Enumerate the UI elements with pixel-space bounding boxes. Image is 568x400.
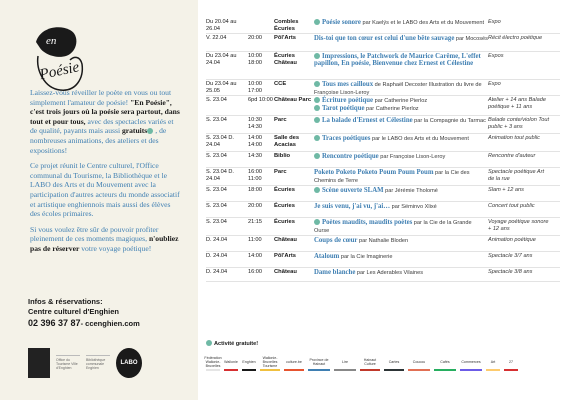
schedule-row bbox=[206, 152, 560, 168]
event-time: 10:30 14:30 bbox=[248, 117, 262, 130]
cultural-center-logo-icon bbox=[28, 348, 50, 378]
event-title: Poètes maudits, maudits poètes bbox=[322, 219, 413, 226]
event-title-cell bbox=[314, 134, 488, 143]
event-title-cell bbox=[314, 152, 488, 161]
schedule-row bbox=[206, 52, 560, 80]
event-title: Dame blanche bbox=[314, 269, 356, 276]
event-type: Expo bbox=[488, 19, 501, 25]
event-time: 16:00 11:00 bbox=[248, 169, 262, 182]
event-date: S. 23.04 bbox=[206, 117, 227, 123]
event-type: Rencontre d'auteur bbox=[488, 153, 536, 159]
event-time: 21:15 bbox=[248, 219, 262, 225]
event-time bbox=[248, 18, 274, 19]
event-place: Biblio bbox=[274, 153, 291, 159]
event-title: Écriture poétique bbox=[322, 97, 374, 104]
free-dot-icon bbox=[314, 105, 320, 111]
partner-logo: Fédération Wallonie-Bruxelles bbox=[206, 355, 220, 371]
tourism-logo: Office du Tourisme Ville d'Enghien bbox=[56, 355, 80, 378]
free-dot-icon bbox=[206, 340, 212, 346]
partner-logo: Coucou bbox=[408, 355, 430, 371]
event-date: Du 23.04 au 24.04 bbox=[206, 53, 237, 66]
info-block bbox=[28, 297, 188, 328]
event-title-cell bbox=[314, 218, 488, 236]
free-dot-icon bbox=[314, 19, 320, 25]
event-time: 10:00 18:00 bbox=[248, 53, 262, 66]
event-type: Slam + 12 ans bbox=[488, 187, 524, 193]
schedule-row bbox=[206, 268, 560, 282]
schedule-row bbox=[206, 80, 560, 96]
event-author: par Kaelÿs et le LABO des Arts et du Mouvement bbox=[360, 20, 485, 26]
event-date: D. 24.04 bbox=[206, 269, 228, 275]
schedule-row bbox=[206, 218, 560, 236]
event-date: S. 23.04 bbox=[206, 203, 227, 209]
event-type: Spectacle poétique Art de la rue bbox=[488, 169, 545, 182]
partner-logo: Wallonie-Bruxelles Tourisme bbox=[260, 355, 280, 371]
event-author: par Jérémie Tholomé bbox=[383, 188, 438, 194]
schedule-table bbox=[206, 18, 560, 282]
event-author: par la Compagnie du Tarmac bbox=[412, 118, 486, 124]
event-author: de Raphaël Decoster Illustration du livre de Françoise Lison-Leroy bbox=[314, 82, 482, 97]
event-type: Balade conte/violon Tout public + 3 ans bbox=[488, 117, 550, 130]
event-title: Tarot poétique bbox=[322, 105, 365, 113]
event-type: Spectacle 3/7 ans bbox=[488, 253, 533, 259]
event-title: La balade d'Ernest et Célestine bbox=[322, 117, 413, 124]
partner-logo: Commerces bbox=[460, 355, 482, 371]
free-dot-icon bbox=[314, 81, 320, 87]
event-date: S. 23.04 bbox=[206, 187, 227, 193]
event-title-cell bbox=[314, 34, 488, 43]
schedule-row bbox=[206, 116, 560, 134]
event-place: Parc bbox=[274, 169, 287, 175]
library-logo: Bibliothèque communale Enghien bbox=[86, 355, 110, 378]
event-date: D. 24.04 bbox=[206, 237, 228, 243]
event-author: par la Cie des Chemins de Terre bbox=[314, 170, 470, 185]
event-type: Spectacle 3/8 ans bbox=[488, 269, 533, 275]
schedule-row bbox=[206, 202, 560, 218]
free-dot-icon bbox=[314, 53, 320, 59]
event-title: Traces poétiques bbox=[322, 135, 371, 142]
partner-logo: Wallonie bbox=[224, 355, 238, 371]
event-type: Expos bbox=[488, 53, 504, 59]
event-time: 20:00 bbox=[248, 35, 262, 41]
event-place: Écuries Château bbox=[274, 53, 297, 66]
event-title: Poésie sonore bbox=[322, 19, 361, 26]
event-title-cell bbox=[314, 236, 488, 245]
event-place: Parc bbox=[274, 117, 287, 123]
event-date: S. 23.04 D. 24.04 bbox=[206, 169, 234, 182]
event-author: par Catherine Pierloz bbox=[373, 98, 428, 104]
intro-paragraph-1: Laissez-vous réveiller le poète en vous ou tout simplement l'amateur de poésie! "En Poésie", c'est trois jours où la poésie sera partout, dans tout et pour tous, avec des spectacles variés et de qualité, payants mais aussi gratuits , de nombreuses animations, des ateliers et des expositions! bbox=[30, 88, 180, 155]
schedule-row bbox=[206, 18, 560, 34]
event-date: S. 23.04 bbox=[206, 219, 227, 225]
event-author: par Les Aderables Vilaines bbox=[355, 270, 424, 276]
footer bbox=[206, 340, 556, 371]
partner-logo: Province de Hainaut bbox=[308, 355, 330, 371]
event-type: Animation poétique bbox=[488, 237, 536, 243]
partner-logo: Lire bbox=[334, 355, 356, 371]
event-title: Rencontre poétique bbox=[322, 153, 379, 160]
free-dot-icon bbox=[314, 97, 320, 103]
event-date: V. 22.04 bbox=[206, 35, 227, 41]
free-legend: Activité gratuite! bbox=[206, 340, 556, 347]
left-panel bbox=[0, 0, 198, 400]
event-type: Expo bbox=[488, 81, 501, 87]
event-title-cell bbox=[314, 52, 488, 69]
schedule-row bbox=[206, 236, 560, 252]
event-place: Écuries bbox=[274, 219, 295, 225]
event-place: Pôl'Arts bbox=[274, 253, 296, 259]
event-title-cell bbox=[314, 96, 488, 114]
info-title: Infos & réservations: bbox=[28, 297, 103, 306]
event-title: Poketo Poketo Poketo Poum Poum Poum bbox=[314, 169, 434, 176]
event-title: Dis-toi que ton cœur est celui d'une bête sauvage bbox=[314, 35, 455, 42]
event-title: Coups de cœur bbox=[314, 237, 358, 244]
info-contact bbox=[28, 318, 188, 328]
left-logos bbox=[28, 344, 188, 378]
event-date: Du 20.04 au 26.04 bbox=[206, 19, 237, 32]
event-time: 10:00 17:00 bbox=[248, 81, 262, 94]
schedule-row bbox=[206, 96, 560, 116]
event-title: Impressions, le Patchwork de Maurice Carême, L'effet papillon, En poésie, Bienvenue chez Ernest et Célestine bbox=[314, 53, 481, 68]
event-title: Tous mes cailloux bbox=[322, 81, 374, 88]
labo-logo: LABO bbox=[116, 348, 142, 378]
intro-text bbox=[30, 88, 180, 260]
event-title: Ataloum bbox=[314, 253, 340, 260]
free-dot-icon bbox=[314, 117, 320, 123]
event-title-cell bbox=[314, 202, 488, 211]
partner-logo: Cafés bbox=[434, 355, 456, 371]
intro-paragraph-3: Si vous voulez être sûr de pouvoir profiter pleinement de ces moments magiques, n'oubliez pas de réserver votre voyage poétique! bbox=[30, 224, 179, 253]
event-time: 18:00 bbox=[248, 187, 262, 193]
event-date: S. 23.04 bbox=[206, 97, 227, 103]
event-title-cell bbox=[314, 186, 488, 195]
event-date: D. 24.04 bbox=[206, 253, 228, 259]
event-author: par Françoise Lison-Leroy bbox=[378, 154, 446, 160]
partner-logos bbox=[206, 355, 556, 371]
event-place: Combles Écuries bbox=[274, 19, 299, 32]
event-author: par Nathalie Bloden bbox=[357, 238, 409, 244]
event-time: 14:00 14:00 bbox=[248, 135, 262, 148]
info-org: Centre culturel d'Enghien bbox=[28, 307, 119, 316]
event-place: Écuries bbox=[274, 203, 295, 209]
event-place: Pôl'Arts bbox=[274, 35, 296, 41]
event-type: Récit électro poétique bbox=[488, 35, 543, 41]
event-date: S. 23.04 D. 24.04 bbox=[206, 135, 234, 148]
event-place: Château bbox=[274, 269, 297, 275]
event-place: Salle des Acacias bbox=[274, 135, 300, 148]
phone-number: 02 396 37 87 bbox=[28, 318, 81, 328]
schedule-row bbox=[206, 186, 560, 202]
schedule-panel bbox=[198, 0, 568, 400]
event-author: par la Cie Imaginerie bbox=[339, 254, 393, 260]
event-title-cell bbox=[314, 116, 488, 125]
event-title-cell bbox=[314, 268, 488, 277]
event-author: par Catherine Pierloz bbox=[364, 106, 419, 113]
partner-logo: Enghien bbox=[242, 355, 256, 371]
free-dot-icon bbox=[314, 153, 320, 159]
event-time: 14:00 bbox=[248, 253, 262, 259]
event-author: par Sëminvo Xlixé bbox=[390, 204, 437, 210]
partner-logo: Cartes bbox=[384, 355, 404, 371]
event-place: Écuries bbox=[274, 187, 295, 193]
event-date: Du 23.04 au 25.05 bbox=[206, 81, 237, 94]
free-dot-icon bbox=[147, 128, 153, 134]
event-time: 20:00 bbox=[248, 203, 262, 209]
svg-text:Poésie: Poésie bbox=[38, 59, 81, 84]
event-title-cell bbox=[314, 18, 488, 27]
schedule-row bbox=[206, 168, 560, 186]
event-place: Château Parc bbox=[274, 97, 312, 103]
event-author: par le LABO des Arts et du Mouvement bbox=[370, 136, 469, 142]
website-link[interactable]: - ccenghien.com bbox=[80, 319, 140, 328]
free-dot-icon bbox=[314, 135, 320, 141]
event-title-cell bbox=[314, 168, 488, 186]
event-type: Concert tout public bbox=[488, 203, 535, 209]
event-title: Scène ouverte SLAM bbox=[322, 187, 384, 194]
free-dot-icon bbox=[314, 187, 320, 193]
event-type: Voyage poétique sonore + 12 ans bbox=[488, 219, 549, 232]
en-poesie-logo-icon bbox=[30, 22, 90, 94]
event-time: 11:00 bbox=[248, 237, 262, 243]
schedule-row bbox=[206, 34, 560, 52]
event-author: par Mocosés bbox=[454, 36, 488, 42]
partner-logo: 27 bbox=[504, 355, 518, 371]
event-title: Je suis venu, j'ai vu, j'ai… bbox=[314, 203, 391, 210]
event-title-cell bbox=[314, 252, 488, 261]
event-type: Animation tout public bbox=[488, 135, 540, 141]
event-author: par la Cie de la Grande Ourse bbox=[314, 220, 472, 235]
free-dot-icon bbox=[314, 219, 320, 225]
intro-paragraph-2: Ce projet réunit le Centre culturel, l'Office communal du Tourisme, la Bibliothèque et le LABO des Arts et du Mouvement avec la participation d'autres acteurs du monde associatif et artistique enghiennois mais aussi des élèves des écoles primaires. bbox=[30, 161, 180, 219]
event-type: Atelier + 14 ans Balade poétique + 11 ans bbox=[488, 97, 546, 110]
event-time: 14:30 bbox=[248, 153, 262, 159]
partner-logo: culture.be bbox=[284, 355, 304, 371]
schedule-row bbox=[206, 134, 560, 152]
event-place: Château bbox=[274, 237, 297, 243]
event-time: 6pd 10:00 bbox=[248, 97, 273, 103]
event-time: 16:00 bbox=[248, 269, 262, 275]
schedule-row bbox=[206, 252, 560, 268]
partner-logo: Hainaut Culture bbox=[360, 355, 380, 371]
event-date: S. 23.04 bbox=[206, 153, 227, 159]
partner-logo: Art bbox=[486, 355, 500, 371]
svg-text:en: en bbox=[46, 35, 57, 47]
event-place: CCE bbox=[274, 81, 287, 87]
